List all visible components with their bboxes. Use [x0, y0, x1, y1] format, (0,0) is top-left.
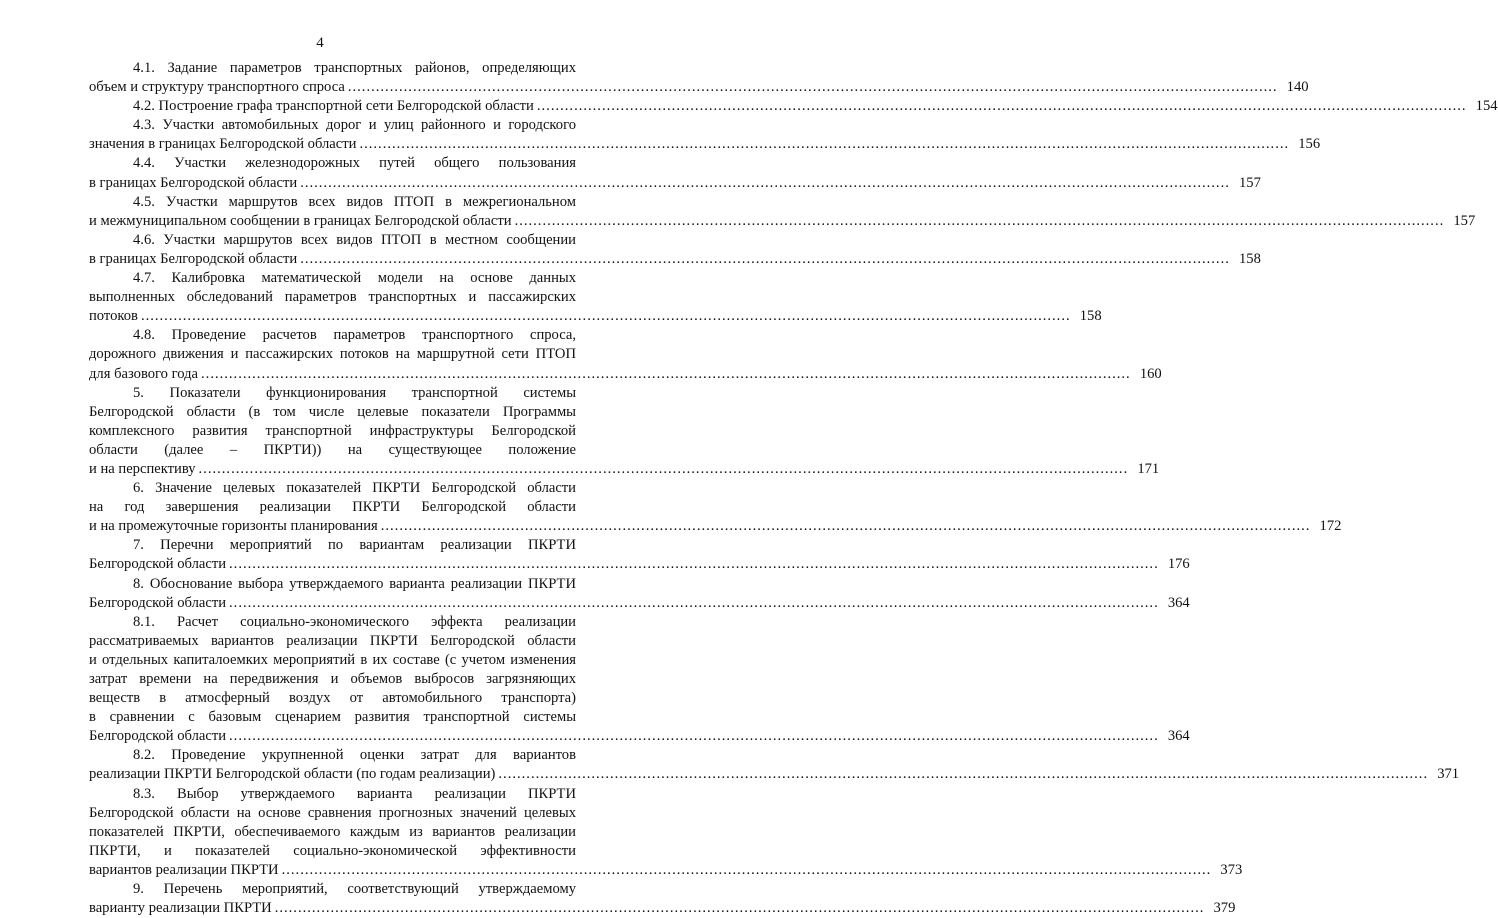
toc-entry-page: 160 [1139, 365, 1162, 382]
leader-dots: ........................................................................................................................................................................................................ [229, 728, 1159, 745]
toc-entry-line: веществ в атмосферный воздух от автомобильного транспорта) [89, 690, 576, 707]
toc-entry-title: реализации ПКРТИ Белгородской области (по годам реализации) [89, 766, 496, 783]
leader-dots: ........................................................................................................................................................................................................ [198, 460, 1129, 477]
toc-entry-last-line [89, 174, 1261, 193]
toc-entry-last-line [89, 460, 1160, 479]
toc-entry [89, 154, 1261, 192]
toc-entry [89, 880, 1236, 918]
toc-entry-title: в границах Белгородской области [89, 174, 298, 191]
leader-dots: ........................................................................................................................................................................................................ [498, 766, 1429, 783]
toc-entry-line: 4.4. Участки железнодорожных путей общего пользования [133, 155, 576, 172]
toc-entry-title: и на перспективу [89, 460, 196, 477]
leader-dots: ........................................................................................................................................................................................................ [281, 861, 1212, 878]
toc-entry [89, 575, 1190, 613]
toc-entry-line: ПКРТИ, и показателей социально-экономической эффективности [89, 842, 576, 859]
toc-entry-last-line [89, 135, 1321, 154]
leader-dots: ........................................................................................................................................................................................................ [229, 556, 1159, 573]
leader-dots: ........................................................................................................................................................................................................ [347, 79, 1278, 96]
toc-entry-line: 4.5. Участки маршрутов всех видов ПТОП в межрегиональном [133, 193, 576, 210]
toc-entry-page: 373 [1220, 861, 1243, 878]
leader-dots: ........................................................................................................................................................................................................ [514, 212, 1445, 229]
toc-entry-title: в границах Белгородской области [89, 250, 298, 267]
toc-entry-line: затрат времени на передвижения и объемов выбросов загрязняющих [89, 671, 576, 687]
toc-entry-line: 8.2. Проведение укрупненной оценки затрат для вариантов [133, 747, 576, 764]
toc-entry-title: Белгородской области [89, 728, 227, 745]
toc-entry-title: потоков [89, 308, 138, 325]
toc-entry-line: 9. Перечень мероприятий, соответствующий утверждаемому [133, 881, 576, 898]
toc-entry-page: 379 [1213, 900, 1236, 917]
toc-entry-title: для базового года [89, 365, 199, 382]
toc-entry-last-line [89, 250, 1261, 269]
toc-entry [89, 384, 1160, 479]
toc-entry-title: вариантов реализации ПКРТИ [89, 861, 279, 878]
toc-entry-line: 4.7. Калибровка математической модели на основе данных [133, 270, 576, 287]
toc-entry-line: на год завершения реализации ПКРТИ Белгородской области [89, 499, 576, 516]
toc-entry-last-line [89, 899, 1236, 918]
toc-entry-page: 171 [1137, 460, 1160, 477]
leader-dots: ........................................................................................................................................................................................................ [274, 900, 1205, 917]
leader-dots: ........................................................................................................................................................................................................ [300, 250, 1230, 267]
toc-entry-line: и отдельных капиталоемких мероприятий в их составе (с учетом изменения [89, 651, 576, 668]
toc-entry-page: 176 [1167, 556, 1190, 573]
toc-entry-title: объем и структуру транспортного спроса [89, 79, 345, 96]
toc-entry-title: и на промежуточные горизонты планирования [89, 518, 378, 535]
toc-entry-line: 4.3. Участки автомобильных дорог и улиц районного и городского [133, 117, 576, 134]
toc-entry-line: 6. Значение целевых показателей ПКРТИ Белгородской области [133, 480, 576, 497]
leader-dots: ........................................................................................................................................................................................................ [140, 308, 1071, 325]
toc-entry-line: области (далее – ПКРТИ)) на существующее положение [89, 441, 576, 458]
leader-dots: ........................................................................................................................................................................................................ [536, 98, 1467, 115]
toc-entry-title: Белгородской области [89, 594, 227, 611]
table-of-contents [89, 59, 1498, 918]
toc-entry-line: Белгородской области (в том числе целевые показатели Программы [89, 403, 576, 420]
toc-entry [89, 479, 1342, 536]
page-number: 4 [316, 35, 324, 51]
toc-entry-line: 7. Перечни мероприятий по вариантам реализации ПКРТИ [133, 537, 576, 554]
toc-entry-line: 5. Показатели функционирования транспортной системы [133, 384, 576, 401]
toc-entry-line: рассматриваемых вариантов реализации ПКРТИ Белгородской области [89, 632, 576, 649]
toc-entry-last-line [89, 307, 1102, 326]
leader-dots: ........................................................................................................................................................................................................ [380, 518, 1311, 535]
toc-entry [89, 269, 1102, 326]
toc-entry [89, 116, 1321, 154]
toc-entry-last-line [89, 365, 1162, 384]
toc-entry-line: 8. Обоснование выбора утверждаемого варианта реализации ПКРТИ [133, 575, 576, 592]
toc-entry-line: 8.3. Выбор утверждаемого варианта реализации ПКРТИ [133, 785, 576, 802]
toc-entry-last-line [89, 555, 1190, 574]
toc-entry-page: 156 [1298, 136, 1321, 153]
toc-entry-line: 4.8. Проведение расчетов параметров транспортного спроса, [133, 327, 576, 344]
toc-entry [89, 746, 1460, 784]
toc-entry-title: варианту реализации ПКРТИ [89, 900, 272, 917]
toc-entry-page: 364 [1167, 594, 1190, 611]
toc-entry-page: 154 [1475, 98, 1498, 115]
toc-entry-last-line [89, 78, 1309, 97]
toc-entry-line: 8.1. Расчет социально-экономического эффекта реализации [133, 613, 576, 630]
toc-entry-line: в сравнении с базовым сценарием развития транспортной системы [89, 709, 576, 726]
toc-entry-line: выполненных обследований параметров транспортных и пассажирских [89, 289, 576, 306]
toc-entry [89, 536, 1190, 574]
toc-entry-last-line [89, 212, 1476, 231]
toc-entry-line: показателей ПКРТИ, обеспечиваемого каждым из вариантов реализации [89, 823, 576, 840]
toc-entry-page: 140 [1286, 79, 1309, 96]
toc-entry-title: 4.2. Построение графа транспортной сети Белгородской области [133, 98, 534, 115]
leader-dots: ........................................................................................................................................................................................................ [229, 594, 1159, 611]
toc-entry-title: Белгородской области [89, 556, 227, 573]
toc-entry-title: и межмуниципальном сообщении в границах Белгородской области [89, 212, 512, 229]
toc-entry-line: дорожного движения и пассажирских потоков на маршрутной сети ПТОП [89, 346, 576, 363]
toc-entry [89, 613, 1190, 747]
toc-entry-last-line [89, 517, 1342, 536]
toc-entry-page: 172 [1319, 518, 1342, 535]
toc-entry-page: 158 [1238, 250, 1261, 267]
toc-entry-last-line [89, 861, 1243, 880]
toc-entry-page: 157 [1238, 174, 1261, 191]
toc-entry [89, 231, 1261, 269]
leader-dots: ........................................................................................................................................................................................................ [300, 174, 1230, 191]
toc-entry [89, 785, 1243, 880]
toc-entry-page: 158 [1079, 308, 1102, 325]
toc-entry [89, 97, 1498, 116]
toc-entry-last-line [89, 97, 1498, 116]
toc-entry [89, 193, 1476, 231]
toc-entry-title: значения в границах Белгородской области [89, 136, 357, 153]
toc-entry-page: 157 [1453, 212, 1476, 229]
toc-entry-page: 364 [1167, 728, 1190, 745]
toc-entry-last-line [89, 727, 1190, 746]
toc-entry-line: Белгородской области на основе сравнения прогнозных значений целевых [89, 804, 576, 821]
toc-entry-last-line [89, 594, 1190, 613]
leader-dots: ........................................................................................................................................................................................................ [359, 136, 1290, 153]
toc-entry-line: 4.1. Задание параметров транспортных районов, определяющих [133, 60, 576, 76]
toc-entry [89, 59, 1309, 97]
toc-entry-page: 371 [1437, 766, 1460, 783]
toc-entry [89, 326, 1162, 383]
toc-entry-line: комплексного развития транспортной инфраструктуры Белгородской [89, 422, 576, 439]
leader-dots: ........................................................................................................................................................................................................ [201, 365, 1131, 382]
toc-entry-line: 4.6. Участки маршрутов всех видов ПТОП в местном сообщении [133, 231, 576, 248]
toc-entry-last-line [89, 765, 1460, 784]
